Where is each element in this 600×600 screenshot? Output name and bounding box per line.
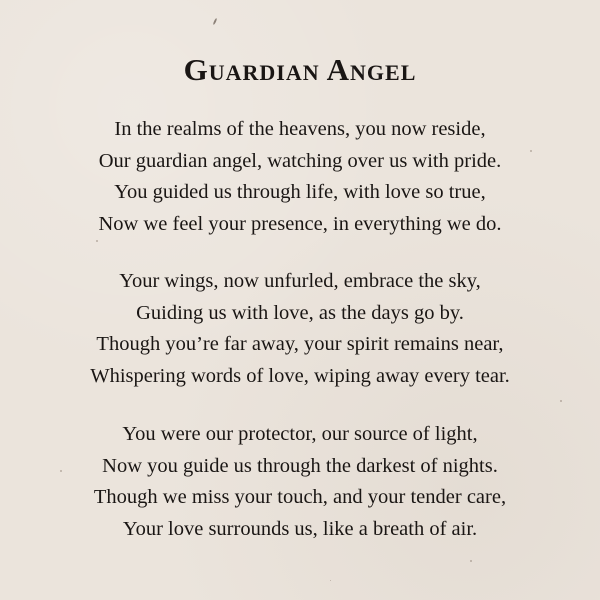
poem-line: Now we feel your presence, in everything we do.	[98, 212, 502, 235]
poem-line: Whispering words of love, wiping away every tear.	[90, 364, 510, 387]
paper-speck	[560, 400, 562, 402]
poem-stanza-3	[0, 419, 600, 545]
poem-stanza-1	[0, 114, 600, 240]
poem-line: Guiding us with love, as the days go by.	[136, 301, 464, 324]
paper-speck	[330, 580, 331, 581]
paper-speck	[470, 560, 472, 562]
poem-line: You guided us through life, with love so true,	[114, 181, 486, 203]
poem-line: Though we miss your touch, and your tender care,	[93, 486, 507, 508]
poem-title: Guardian Angel	[183, 52, 417, 87]
poem-line: You were our protector, our source of light,	[122, 423, 478, 445]
poem-line: Your wings, now unfurled, embrace the sky,	[119, 270, 481, 292]
poem-line: Though you’re far away, your spirit remains near,	[96, 333, 504, 355]
paper-speck	[213, 18, 218, 25]
poem-line: Your love surrounds us, like a breath of air.	[122, 517, 478, 540]
poem-line: In the realms of the heavens, you now reside,	[114, 118, 486, 140]
poem-line: Now you guide us through the darkest of nights.	[102, 454, 498, 477]
poem-stanza-2	[0, 266, 600, 392]
poem-line: Our guardian angel, watching over us with pride.	[98, 149, 502, 172]
paper-speck	[96, 240, 98, 242]
